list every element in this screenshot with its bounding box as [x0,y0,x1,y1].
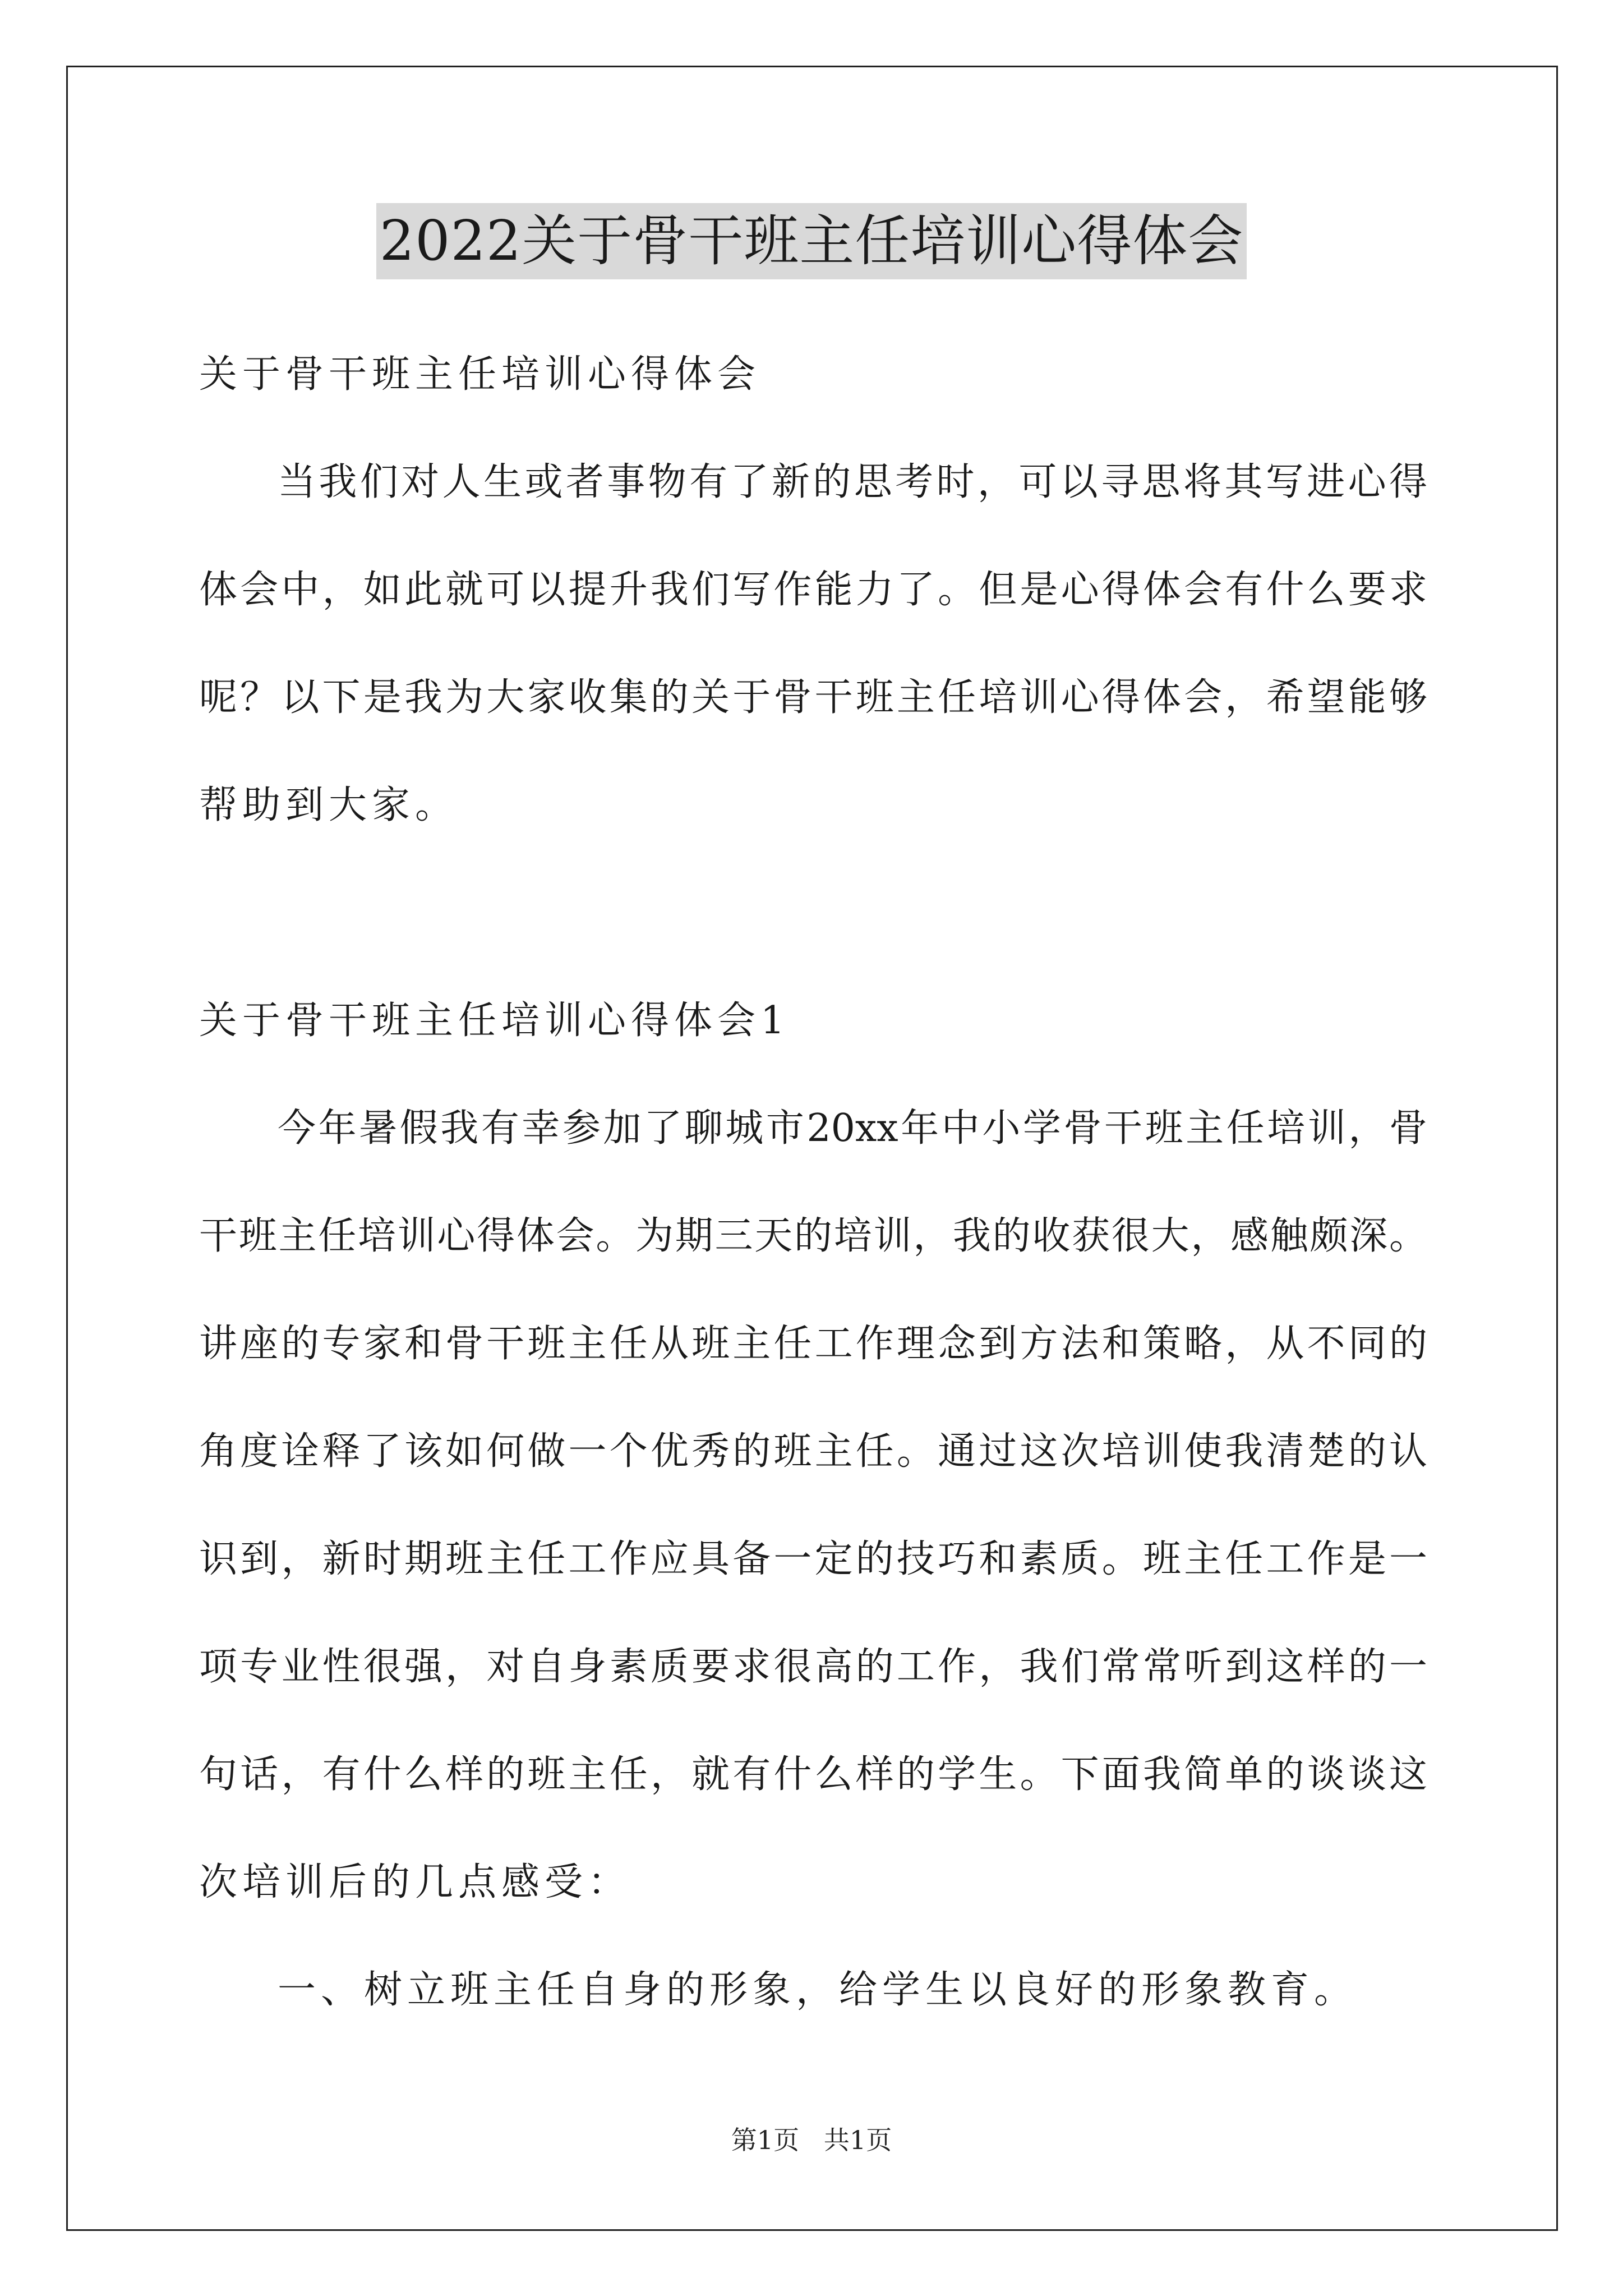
paragraph-line: 呢？以下是我为大家收集的关于骨干班主任培训心得体会，希望能够 [199,675,1427,720]
paragraph-line: 角度诠释了该如何做一个优秀的班主任。通过这次培训使我清楚的认 [199,1429,1427,1474]
section-heading: 关于骨干班主任培训心得体会1 [199,999,790,1043]
document-title: 2022关于骨干班主任培训心得体会 [376,203,1247,279]
paragraph-line: 识到，新时期班主任工作应具备一定的技巧和素质。班主任工作是一 [199,1537,1427,1581]
point-heading: 一、树立班主任自身的形象，给学生以良好的形象教育。 [278,1968,1358,2012]
page-number-footer: 第1页 共1页 [731,2125,892,2155]
paragraph-line: 当我们对人生或者事物有了新的思考时，可以寻思将其写进心得 [278,460,1427,504]
paragraph-line: 句话，有什么样的班主任，就有什么样的学生。下面我简单的谈谈这 [199,1752,1427,1797]
paragraph-line: 今年暑假我有幸参加了聊城市20xx年中小学骨干班主任培训，骨 [278,1106,1427,1151]
paragraph-line: 体会中，如此就可以提升我们写作能力了。但是心得体会有什么要求 [199,568,1427,612]
subtitle-line: 关于骨干班主任培训心得体会 [199,352,761,397]
paragraph-line: 次培训后的几点感受： [199,1860,631,1904]
paragraph-line: 帮助到大家。 [199,783,459,827]
paragraph-line: 讲座的专家和骨干班主任从班主任工作理念到方法和策略，从不同的 [199,1322,1427,1366]
paragraph-line: 项专业性很强，对自身素质要求很高的工作，我们常常听到这样的一 [199,1645,1427,1689]
title-container [0,203,1623,279]
paragraph-line: 干班主任培训心得体会。为期三天的培训，我的收获很大，感触颇深。 [199,1214,1427,1258]
